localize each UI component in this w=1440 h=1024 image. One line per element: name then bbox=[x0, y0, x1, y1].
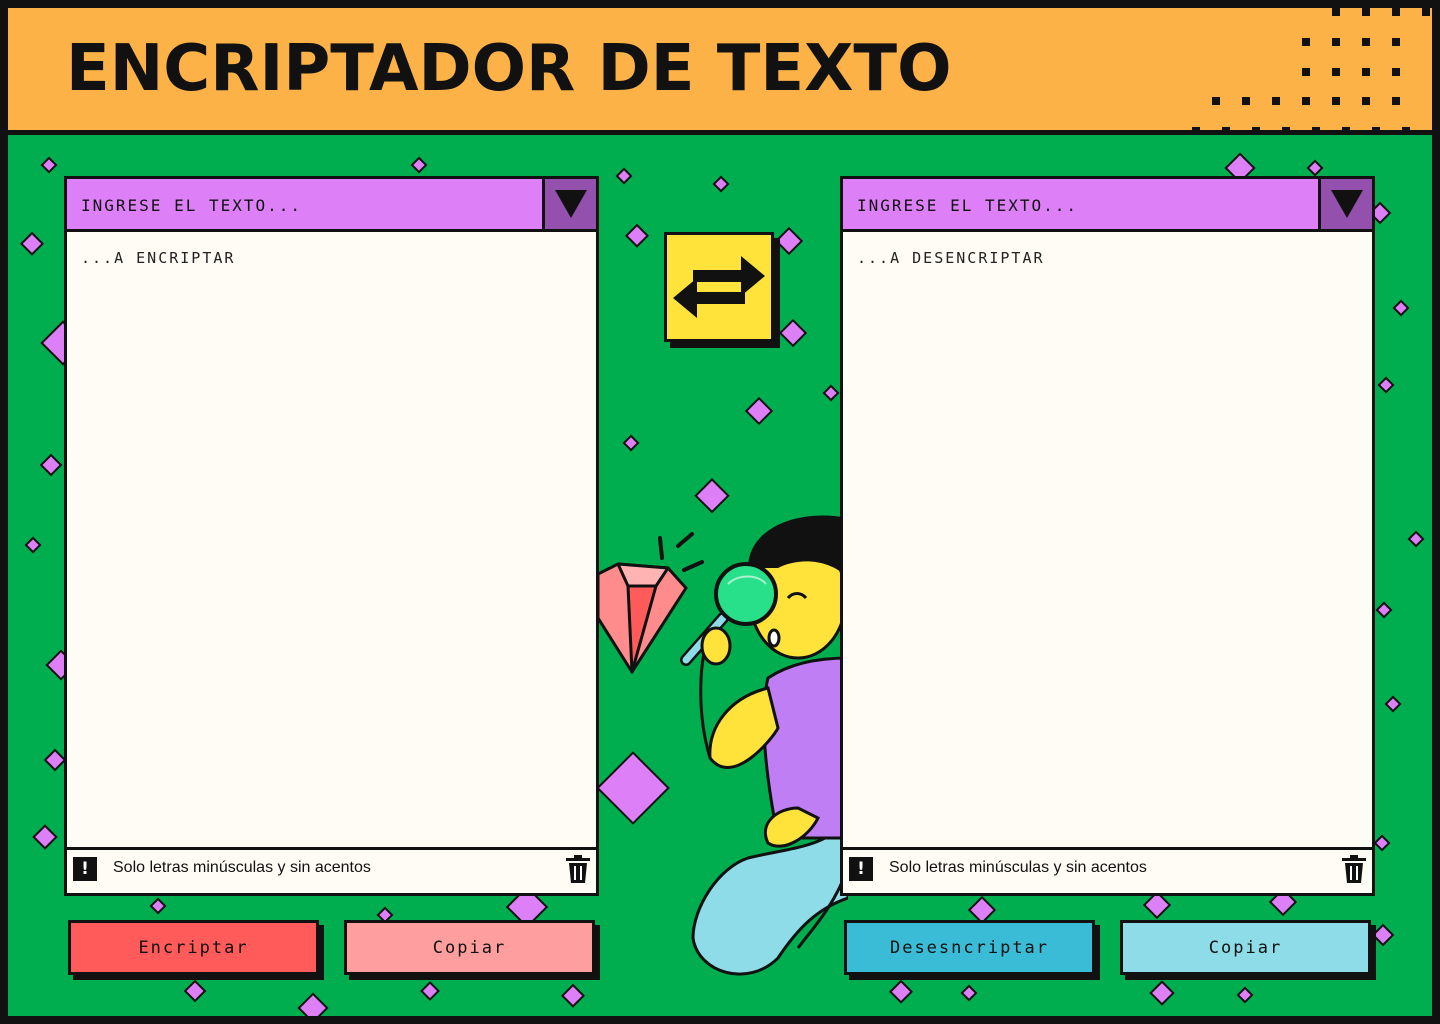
decrypt-button[interactable]: Desesncriptar bbox=[844, 920, 1095, 975]
swap-arrows-icon bbox=[673, 256, 765, 318]
encrypt-button[interactable]: Encriptar bbox=[68, 920, 319, 975]
decrypt-warning-text: Solo letras minúsculas y sin acentos bbox=[889, 859, 1147, 876]
trash-icon[interactable] bbox=[1342, 855, 1366, 883]
decrypt-panel-title: INGRESE EL TEXTO... bbox=[857, 196, 1079, 215]
encrypt-panel-title: INGRESE EL TEXTO... bbox=[81, 196, 303, 215]
exclamation-icon: ! bbox=[73, 857, 97, 881]
main-frame bbox=[8, 8, 1432, 1016]
encrypt-warning-text: Solo letras minúsculas y sin acentos bbox=[113, 859, 371, 876]
decrypt-panel-header bbox=[843, 179, 1372, 232]
decrypt-panel bbox=[840, 176, 1375, 896]
gem-icon bbox=[598, 564, 686, 672]
triangle-down-icon bbox=[555, 190, 587, 218]
decrypt-dropdown-button[interactable] bbox=[1318, 179, 1372, 229]
header-bar bbox=[8, 8, 1432, 135]
trash-icon[interactable] bbox=[566, 855, 590, 883]
copy-encrypted-button[interactable]: Copiar bbox=[344, 920, 595, 975]
decrypt-panel-footer bbox=[843, 847, 1372, 893]
decrypt-text-input[interactable] bbox=[843, 232, 1372, 848]
encrypt-dropdown-button[interactable] bbox=[542, 179, 596, 229]
exclamation-icon: ! bbox=[849, 857, 873, 881]
encrypt-panel-footer bbox=[67, 847, 596, 893]
encrypt-text-input[interactable] bbox=[67, 232, 596, 848]
swap-button[interactable] bbox=[664, 232, 774, 342]
triangle-down-icon bbox=[1331, 190, 1363, 218]
header-dot-pattern bbox=[1192, 8, 1432, 135]
encrypt-panel bbox=[64, 176, 599, 896]
encrypt-panel-header bbox=[67, 179, 596, 232]
page-title: ENCRIPTADOR DE TEXTO bbox=[66, 32, 952, 106]
person-with-magnifier-illustration bbox=[598, 488, 848, 988]
copy-decrypted-button[interactable]: Copiar bbox=[1120, 920, 1371, 975]
